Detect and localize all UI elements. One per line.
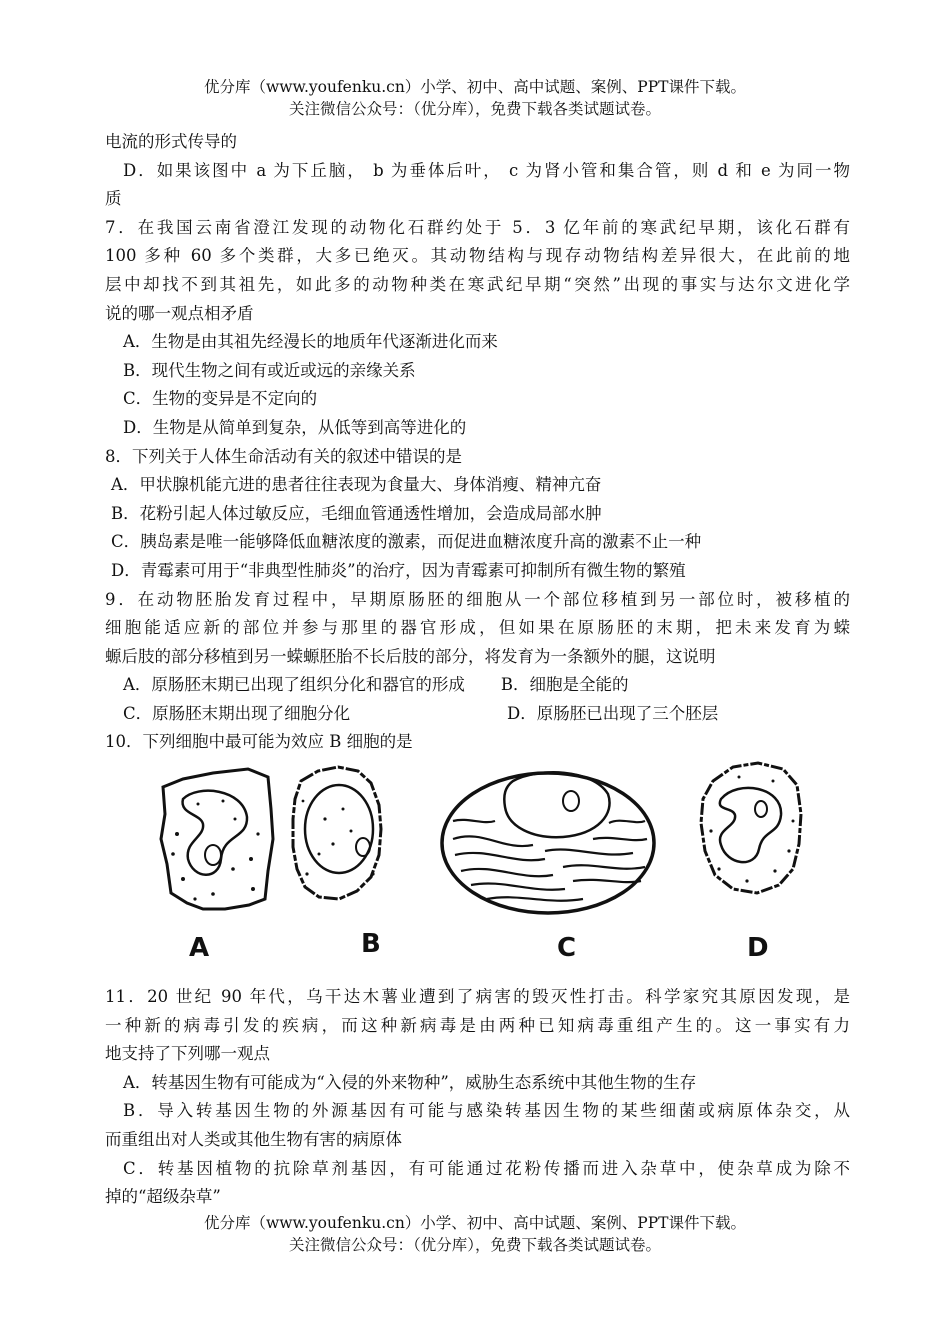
figure-label-a: A	[189, 933, 210, 964]
q9-stem-line: 9．在动物胚胎发育过程中，早期原肠胚的细胞从一个部位移植到另一部位时，被移植的	[105, 589, 850, 609]
q8-option-c: C．胰岛素是唯一能够降低血糖浓度的激素，而促进血糖浓度升高的激素不止一种	[111, 532, 702, 552]
q6-option-d-line2: 质	[105, 189, 122, 209]
q7-stem-line: 7．在我国云南省澄江发现的动物化石群约处于 5．3 亿年前的寒武纪早期，该化石群有	[105, 217, 850, 237]
q7-stem-line: 100 多种 60 多个类群，大多已绝灭。其动物结构与现存动物结构差异很大，在此前的地	[105, 246, 850, 266]
q11-stem-line: 地支持了下列哪一观点	[105, 1044, 270, 1064]
page-header	[0, 76, 950, 120]
q11-stem-line: 11．20 世纪 90 年代，乌干达木薯业遭到了病害的毁灭性打击。科学家究其原因发现，是	[105, 987, 850, 1007]
q11-option-a: A．转基因生物有可能成为“入侵的外来物种”，威胁生态系统中其他生物的生存	[123, 1072, 697, 1092]
footer-line-1: 优分库（www.youfenku.cn）小学、初中、高中试题、案例、PPT课件下载。	[203, 1214, 747, 1232]
q6-option-d-line1: D．如果该图中 a 为下丘脑， b 为垂体后叶， c 为肾小管和集合管，则 d 和 e 为同一物	[123, 160, 850, 180]
q9-option-a: A．原肠胚末期已出现了组织分化和器官的形成	[123, 675, 465, 695]
header-line-1: 优分库（www.youfenku.cn）小学、初中、高中试题、案例、PPT课件下载。	[203, 78, 747, 96]
q9-option-c: C．原肠胚末期出现了细胞分化	[123, 703, 351, 723]
cell-d-drawing	[701, 763, 801, 893]
footer-line-2: 关注微信公众号：（优分库），免费下载各类试题试卷。	[288, 1236, 661, 1254]
question-7	[105, 214, 850, 443]
q11-option-c-line1: C．转基因植物的抗除草剂基因，有可能通过花粉传播而进入杂草中，使杂草成为除不	[123, 1158, 850, 1178]
q8-option-d: D．青霉素可用于“非典型性肺炎”的治疗，因为青霉素可抑制所有微生物的繁殖	[111, 560, 686, 580]
figure-label-d: D	[747, 933, 769, 964]
q7-stem-line: 层中却找不到其祖先，如此多的动物种类在寒武纪早期“突然”出现的事实与达尔文进化学	[105, 274, 850, 294]
q11-option-b-line2: 而重组出对人类或其他生物有害的病原体	[105, 1130, 402, 1150]
q7-option-b: B．现代生物之间有或近或远的亲缘关系	[123, 360, 416, 380]
figure-label-b: B	[361, 929, 381, 960]
q7-option-c: C．生物的变异是不定向的	[123, 389, 318, 409]
q9-option-b: B．细胞是全能的	[500, 675, 629, 695]
page-footer	[0, 1212, 950, 1256]
q9-stem-line: 螈后肢的部分移植到另一蝾螈胚胎不长后肢的部分，将发育为一条额外的腿，这说明	[105, 646, 716, 666]
q7-option-d: D．生物是从简单到复杂，从低等到高等进化的	[123, 417, 467, 437]
cell-c-drawing	[442, 772, 654, 913]
q7-option-a: A．生物是由其祖先经漫长的地质年代逐渐进化而来	[123, 332, 498, 352]
document-body	[105, 128, 850, 1212]
cell-figure	[153, 759, 803, 977]
q10-stem: 10．下列细胞中最可能为效应 B 细胞的是	[105, 732, 413, 752]
question-9	[105, 586, 850, 729]
cell-b-drawing	[293, 767, 381, 899]
q11-stem-line: 一种新的病毒引发的疾病，而这种新病毒是由两种已知病毒重组产生的。这一事实有力	[105, 1015, 850, 1035]
q9-option-d: D．原肠胚已出现了三个胚层	[507, 703, 719, 723]
cell-a-drawing	[161, 769, 273, 909]
q9-options-row-2	[105, 700, 850, 729]
question-10	[105, 728, 850, 977]
q8-option-b: B．花粉引起人体过敏反应，毛细血管通透性增加，会造成局部水肿	[111, 503, 602, 523]
header-line-2: 关注微信公众号：（优分库），免费下载各类试题试卷。	[288, 100, 661, 118]
q9-options-row-1	[105, 671, 850, 700]
question-8	[105, 443, 850, 586]
q7-stem-line: 说的哪一观点相矛盾	[105, 303, 254, 323]
figure-label-c: C	[557, 933, 577, 964]
question-11	[105, 983, 850, 1212]
cell-drawings	[153, 759, 803, 977]
q8-option-a: A．甲状腺机能亢进的患者往往表现为食量大、身体消瘦、精神亢奋	[111, 475, 602, 495]
q9-stem-line: 细胞能适应新的部位并参与那里的器官形成，但如果在原肠胚的末期，把未来发育为蝾	[105, 618, 850, 638]
q11-option-b-line1: B．导入转基因生物的外源基因有可能与感染转基因生物的某些细菌或病原体杂交，从	[123, 1101, 850, 1121]
q11-option-c-line2: 掉的“超级杂草”	[105, 1187, 221, 1207]
q8-stem: 8．下列关于人体生命活动有关的叙述中错误的是	[105, 446, 462, 466]
continuation-text: 电流的形式传导的	[105, 132, 237, 151]
